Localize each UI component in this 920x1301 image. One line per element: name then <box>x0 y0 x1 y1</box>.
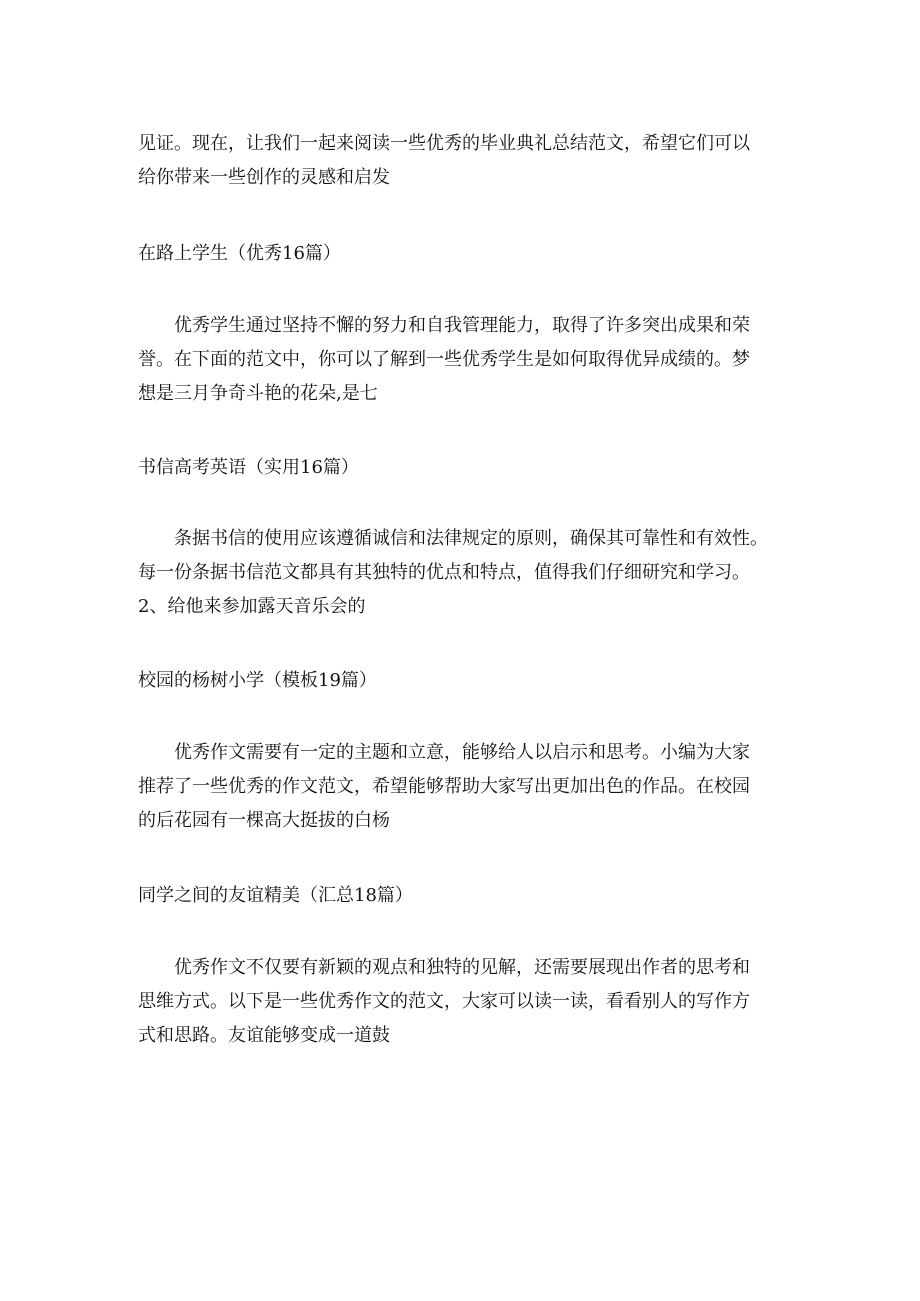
paragraph-line: 的后花园有一棵高大挺拔的白杨 <box>138 810 390 831</box>
section-title: 校园的杨树小学（模板19篇） <box>138 670 377 691</box>
section-title: 书信高考英语（实用16篇） <box>138 457 359 478</box>
paragraph-line: 2、给他来参加露天音乐会的 <box>138 596 366 617</box>
intro-paragraph <box>138 127 788 195</box>
section-title: 同学之间的友谊精美（汇总18篇） <box>138 885 413 906</box>
intro-line: 给你带来一些创作的灵感和启发 <box>138 167 390 188</box>
paragraph-line: 条据书信的使用应该遵循诚信和法律规定的原则，确保其可靠性和有效性。 <box>174 528 768 549</box>
section-paragraph <box>138 951 788 1053</box>
section-paragraph <box>138 309 788 411</box>
paragraph-line: 想是三月争奇斗艳的花朵,是七 <box>138 383 378 404</box>
section-title: 在路上学生（优秀16篇） <box>138 243 341 264</box>
intro-line: 见证。现在，让我们一起来阅读一些优秀的毕业典礼总结范文，希望它们可以 <box>138 133 750 154</box>
paragraph-line: 思维方式。以下是一些优秀作文的范文，大家可以读一读，看看别人的写作方 <box>138 991 750 1012</box>
paragraph-line: 优秀作文不仅要有新颖的观点和独特的见解，还需要展现出作者的思考和 <box>174 957 750 978</box>
paragraph-line: 式和思路。友谊能够变成一道鼓 <box>138 1025 390 1046</box>
section-paragraph <box>138 736 788 838</box>
paragraph-line: 推荐了一些优秀的作文范文，希望能够帮助大家写出更加出色的作品。在校园 <box>138 776 750 797</box>
paragraph-line: 誉。在下面的范文中，你可以了解到一些优秀学生是如何取得优异成绩的。梦 <box>138 349 750 370</box>
section-paragraph <box>138 522 788 624</box>
paragraph-line: 优秀作文需要有一定的主题和立意，能够给人以启示和思考。小编为大家 <box>174 742 750 763</box>
paragraph-line: 优秀学生通过坚持不懈的努力和自我管理能力，取得了许多突出成果和荣 <box>174 315 750 336</box>
paragraph-line: 每一份条据书信范文都具有其独特的优点和特点，值得我们仔细研究和学习。 <box>138 562 750 583</box>
